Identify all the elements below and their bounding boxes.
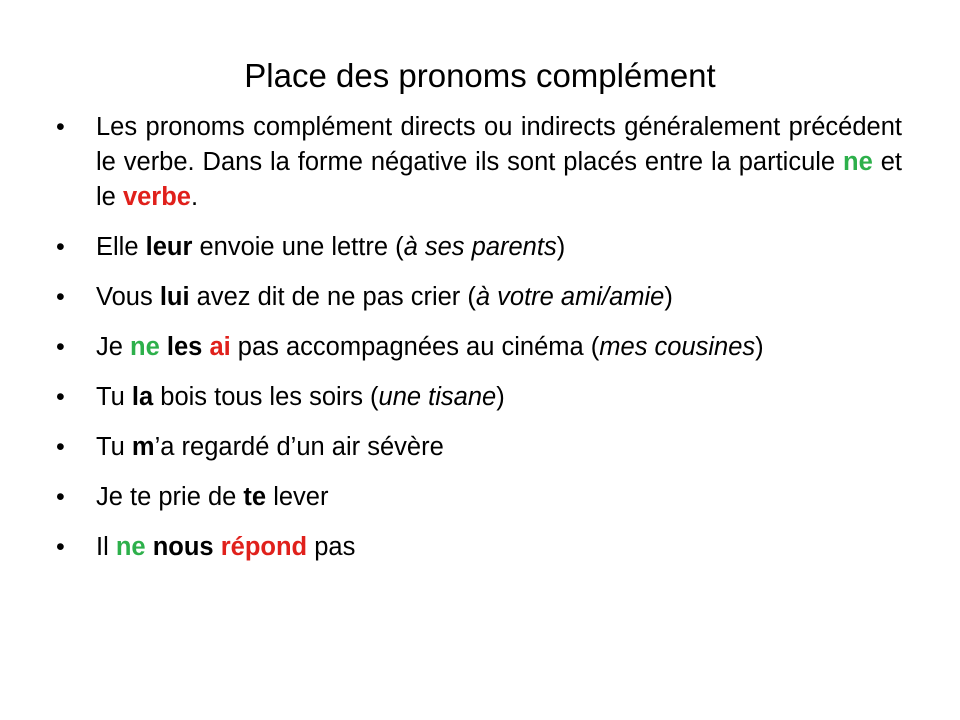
bullet-text-segment: répond <box>220 533 308 561</box>
bullet-item <box>56 280 902 315</box>
bullet-text-segment: ) <box>755 333 764 361</box>
bullet-list <box>56 110 902 580</box>
bullet-text-segment: ) <box>664 283 673 311</box>
bullet-text-segment: la <box>131 383 154 411</box>
slide-title: Place des pronoms complément <box>244 57 716 95</box>
bullet-dot-icon: • <box>56 533 65 561</box>
bullet-text-segment: Vous <box>96 283 160 311</box>
bullet-text-segment: Les pronoms complément directs ou indirects généralement précédent le verbe. Dans la forme négative ils sont placés entre la particule <box>96 113 902 176</box>
bullet-dot-icon: • <box>56 333 65 361</box>
bullet-text-segment: ne <box>130 333 160 361</box>
bullet-text-segment: ’a regardé d’un air sévère <box>154 433 444 461</box>
bullet-text-segment: envoie une lettre ( <box>192 233 404 261</box>
bullet-text-segment: te <box>243 483 267 511</box>
bullet-dot-icon: • <box>56 113 65 141</box>
bullet-text-segment: ne <box>115 533 146 561</box>
bullet-text-segment: verbe <box>122 183 191 211</box>
bullet-item <box>56 110 902 215</box>
bullet-text-segment: m <box>131 433 155 461</box>
bullet-item <box>56 530 902 565</box>
bullet-text-segment: nous <box>152 533 214 561</box>
bullet-text-segment: une tisane <box>378 383 497 411</box>
bullet-item <box>56 330 902 365</box>
bullet-text-segment: Je te prie de <box>96 483 244 511</box>
bullet-text-segment: leur <box>145 233 193 261</box>
bullet-text-segment: Il <box>96 533 116 561</box>
bullet-text-segment: avez dit de ne pas crier ( <box>189 283 476 311</box>
bullet-dot-icon: • <box>56 283 65 311</box>
bullet-text-segment: . <box>190 183 199 211</box>
bullet-item <box>56 430 902 465</box>
bullet-text-segment: ) <box>496 383 505 411</box>
bullet-text-segment: Elle <box>96 233 146 261</box>
bullet-text-segment <box>146 533 153 561</box>
bullet-text-segment: ne <box>843 148 873 176</box>
bullet-text-segment: et le <box>96 148 902 211</box>
bullet-text-segment: mes cousines <box>599 333 756 361</box>
bullet-dot-icon: • <box>56 483 65 511</box>
bullet-text-segment: Tu <box>96 433 132 461</box>
bullet-item <box>56 230 902 265</box>
bullet-dot-icon: • <box>56 233 65 261</box>
bullet-text-segment: les <box>166 333 203 361</box>
bullet-text-segment <box>160 333 167 361</box>
bullet-text-segment: pas <box>307 533 356 561</box>
bullet-text-segment: bois tous les soirs ( <box>153 383 379 411</box>
bullet-text-segment: Je <box>96 333 131 361</box>
bullet-text-segment <box>214 533 221 561</box>
bullet-text-segment: ) <box>556 233 566 261</box>
bullet-item <box>56 380 902 415</box>
bullet-text-segment: à votre ami/amie <box>475 283 665 311</box>
bullet-text-segment: lui <box>159 283 190 311</box>
bullet-item <box>56 480 902 515</box>
bullet-dot-icon: • <box>56 433 65 461</box>
bullet-text-segment: lever <box>266 483 329 511</box>
bullet-text-segment: pas accompagnées au cinéma ( <box>230 333 600 361</box>
bullet-text-segment: à ses parents <box>403 233 557 261</box>
bullet-text-segment: Tu <box>96 383 132 411</box>
bullet-dot-icon: • <box>56 383 65 411</box>
bullet-text-segment: ai <box>209 333 231 361</box>
